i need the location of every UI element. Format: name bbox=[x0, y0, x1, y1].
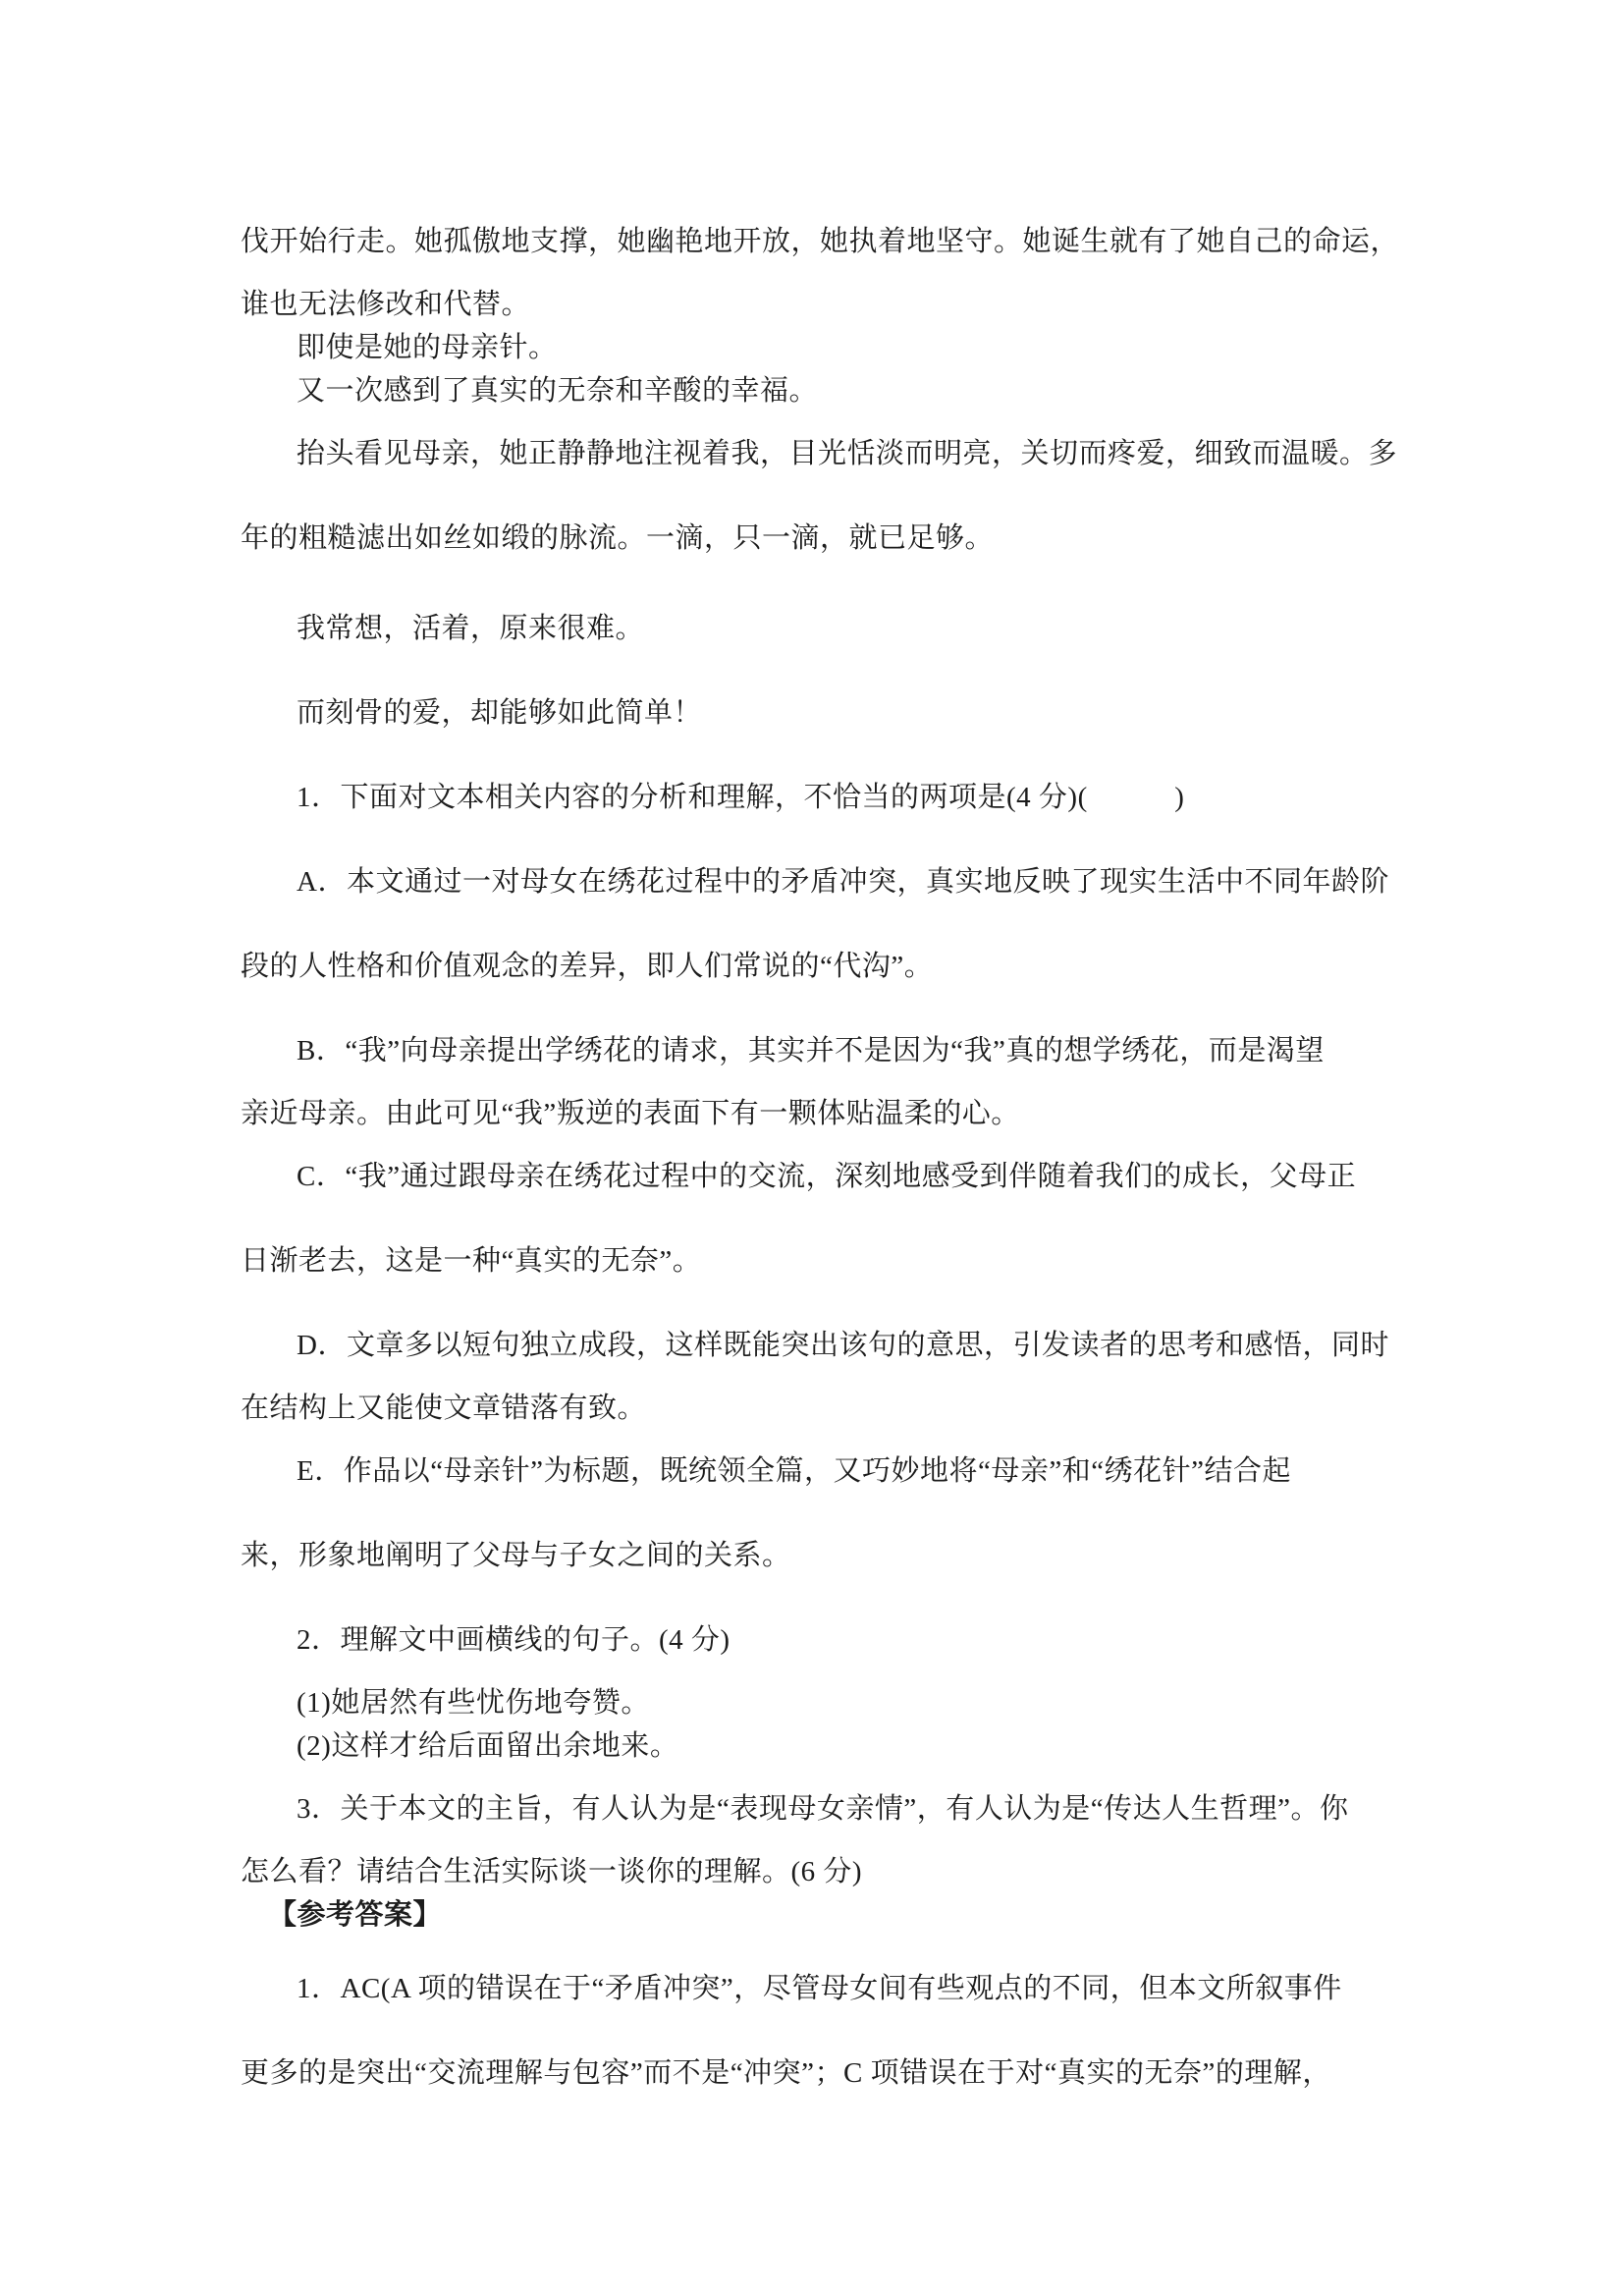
text-line: 即使是她的母亲针。 bbox=[297, 332, 558, 363]
text-line: 而刻骨的爱，却能够如此简单！ bbox=[297, 697, 703, 729]
text-line: (1)她居然有些忧伤地夸赞。 bbox=[297, 1687, 650, 1719]
text-line: 抬头看见母亲，她正静静地注视着我，目光恬淡而明亮，关切而疼爱，细致而温暖。多 bbox=[297, 438, 1398, 469]
text-line: 日渐老去，这是一种“真实的无奈”。 bbox=[241, 1245, 702, 1277]
text-line: C．“我”通过跟母亲在绣花过程中的交流，深刻地感受到伴随着我们的成长，父母正 bbox=[297, 1161, 1357, 1192]
text-line: 更多的是突出“交流理解与包容”而不是“冲突”；C 项错误在于对“真实的无奈”的理解， bbox=[241, 2057, 1331, 2089]
text-line: 2．理解文中画横线的句子。(4 分) bbox=[297, 1624, 730, 1656]
text-line: E．作品以“母亲针”为标题，既统领全篇，又巧妙地将“母亲”和“绣花针”结合起 bbox=[297, 1455, 1291, 1487]
text-line: 怎么看？请结合生活实际谈一谈你的理解。(6 分) bbox=[241, 1856, 863, 1887]
text-line: 年的粗糙滤出如丝如缎的脉流。一滴，只一滴，就已足够。 bbox=[241, 522, 995, 554]
text-line: 1．AC(A 项的错误在于“矛盾冲突”，尽管母女间有些观点的不同，但本文所叙事件 bbox=[297, 1973, 1342, 2004]
text-line: 1．下面对文本相关内容的分析和理解，不恰当的两项是(4 分)( ) bbox=[297, 782, 1185, 813]
text-line: D．文章多以短句独立成段，这样既能突出该句的意思，引发读者的思考和感悟，同时 bbox=[297, 1330, 1389, 1361]
text-line: 来，形象地阐明了父母与子女之间的关系。 bbox=[241, 1540, 791, 1571]
text-line: (2)这样才给后面留出余地来。 bbox=[297, 1730, 679, 1762]
text-line: 亲近母亲。由此可见“我”叛逆的表面下有一颗体贴温柔的心。 bbox=[241, 1098, 1020, 1129]
text-line: 【参考答案】 bbox=[268, 1899, 443, 1931]
text-line: 又一次感到了真实的无奈和辛酸的幸福。 bbox=[297, 375, 819, 407]
text-line: 在结构上又能使文章错落有致。 bbox=[241, 1393, 647, 1424]
text-line: 段的人性格和价值观念的差异，即人们常说的“代沟”。 bbox=[241, 951, 934, 982]
text-line: 我常想，活着，原来很难。 bbox=[297, 613, 645, 644]
text-line: B．“我”向母亲提出学绣花的请求，其实并不是因为“我”真的想学绣花，而是渴望 bbox=[297, 1035, 1325, 1066]
text-line: 谁也无法修改和代替。 bbox=[241, 289, 531, 320]
text-line: 3．关于本文的主旨，有人认为是“表现母女亲情”，有人认为是“传达人生哲理”。你 bbox=[297, 1793, 1349, 1825]
text-line: 伐开始行走。她孤傲地支撑，她幽艳地开放，她执着地坚守。她诞生就有了她自己的命运， bbox=[241, 226, 1400, 257]
text-line: A．本文通过一对母女在绣花过程中的矛盾冲突，真实地反映了现实生活中不同年龄阶 bbox=[297, 866, 1389, 898]
